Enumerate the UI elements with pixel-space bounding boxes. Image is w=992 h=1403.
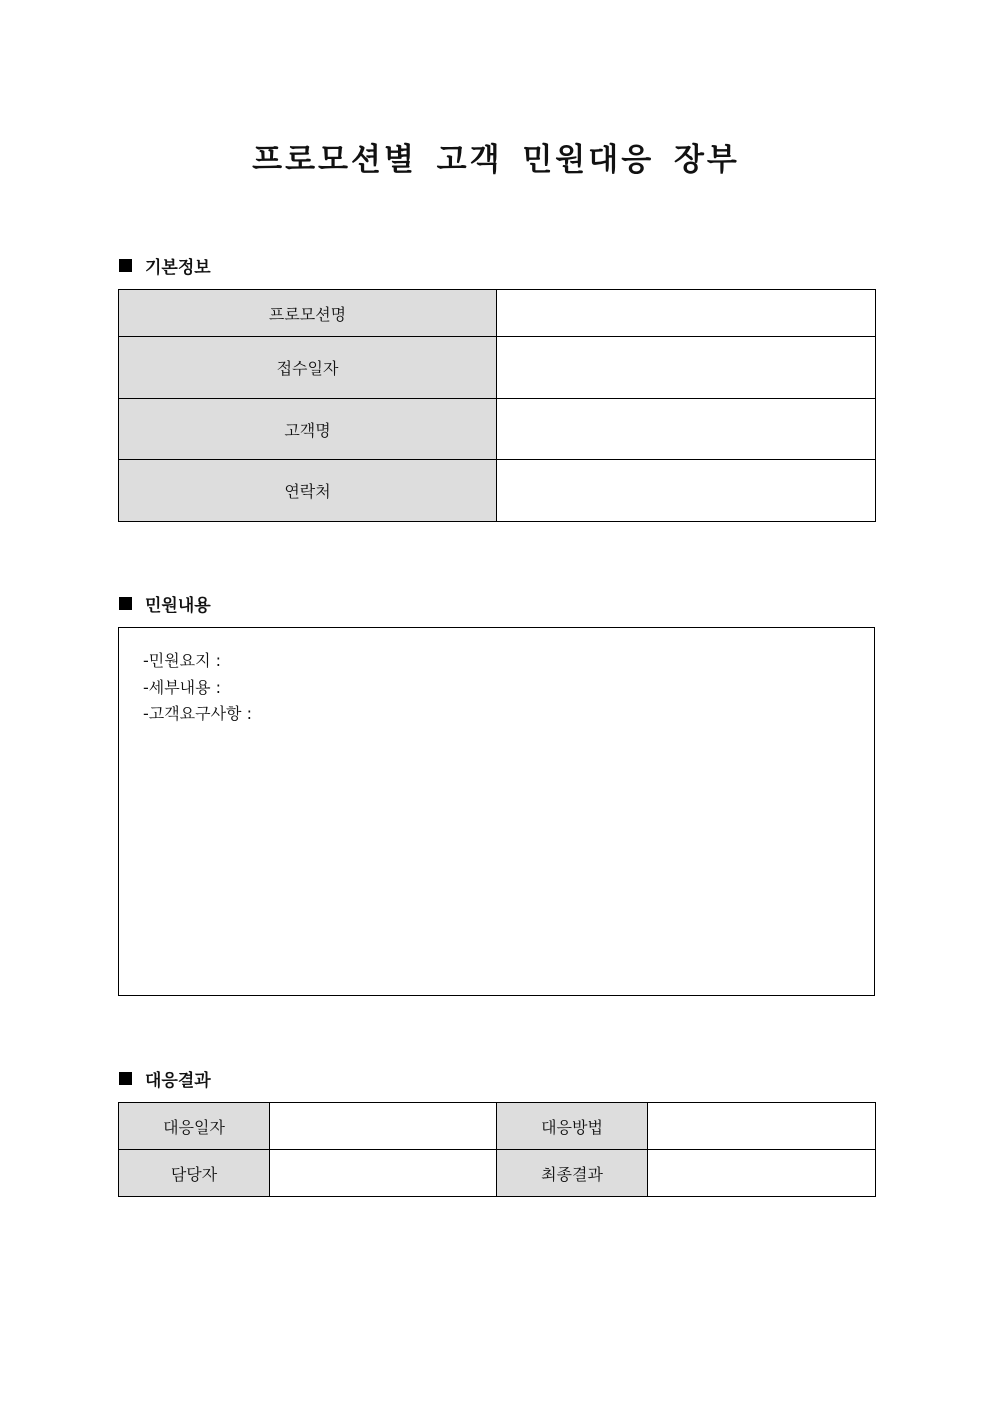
section-heading-result [119,1066,211,1091]
field-label-promotion-name: 프로모션명 [119,290,497,337]
section-heading-label: 대응결과 [145,1071,211,1091]
basic-info-table [118,289,876,522]
complaint-detail-line: -세부내용 : [143,677,222,697]
table-row [119,460,876,522]
field-value-response-method[interactable] [648,1103,876,1150]
field-label-receipt-date: 접수일자 [119,337,497,399]
square-bullet-icon [119,259,132,272]
field-value-manager[interactable] [270,1150,497,1197]
table-row [119,337,876,399]
field-label-contact: 연락처 [119,460,497,522]
customer-request-line: -고객요구사항 : [143,704,252,723]
section-heading-label: 민원내용 [145,596,211,616]
field-label-response-method: 대응방법 [497,1103,648,1150]
field-label-customer-name: 고객명 [119,399,497,460]
result-table [118,1102,876,1197]
field-label-response-date: 대응일자 [119,1103,270,1150]
complaint-lines [143,648,252,728]
complaint-content-box[interactable] [118,627,875,996]
field-value-final-result[interactable] [648,1150,876,1197]
field-label-manager: 담당자 [119,1150,270,1197]
field-value-customer-name[interactable] [497,399,876,460]
field-value-receipt-date[interactable] [497,337,876,399]
complaint-summary-line: -민원요지 : [143,651,222,670]
section-heading-label: 기본정보 [145,258,211,278]
field-value-response-date[interactable] [270,1103,497,1150]
table-row [119,1150,876,1197]
table-row [119,290,876,337]
field-label-final-result: 최종결과 [497,1150,648,1197]
square-bullet-icon [119,597,132,610]
section-heading-complaint [119,591,211,616]
table-row [119,1103,876,1150]
square-bullet-icon [119,1072,132,1085]
field-value-promotion-name[interactable] [497,290,876,337]
section-heading-basic-info [119,253,211,278]
table-row [119,399,876,460]
page-title: 프로모션별 고객 민원대응 장부 [252,142,740,178]
field-value-contact[interactable] [497,460,876,522]
